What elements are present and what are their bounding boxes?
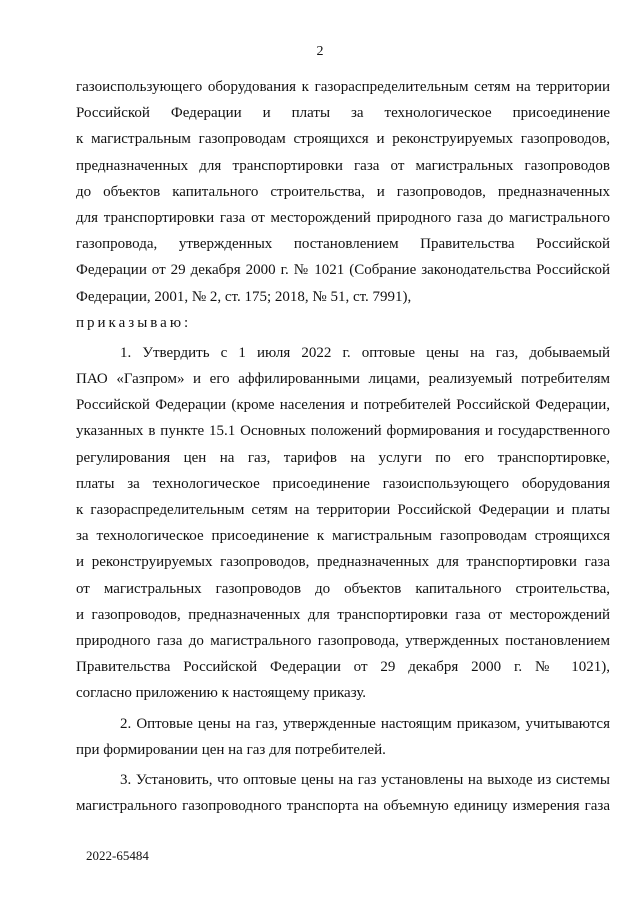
paragraph-1-line: указанных в пункте 15.1 Основных положений формирования и государственного (76, 423, 610, 440)
text-line: газопровода, утвержденных постановлением Правительства Российской (76, 236, 610, 253)
text-line: для транспортировки газа от месторождений природного газа до магистрального (76, 209, 610, 226)
paragraph-1-line: за технологическое присоединение к магистральным газопроводам строящихся (76, 528, 610, 545)
text-line: к магистральным газопроводам строящихся и реконструируемых газопроводов, (76, 131, 610, 148)
text-line: Российской Федерации и платы за технологическое присоединение (76, 105, 610, 122)
paragraph-1-line: Правительства Российской Федерации от 29 декабря 2000 г. № 1021), (76, 659, 610, 676)
paragraph-1-line: природного газа до магистрального газопровода, утвержденных постановлением (76, 632, 610, 649)
paragraph-1-line: к газораспределительным сетям на территории Российской Федерации и платы (76, 502, 610, 518)
paragraph-1-line: ПАО «Газпром» и его аффилированными лицами, реализуемый потребителям (76, 371, 610, 388)
text-line: предназначенных для транспортировки газа от магистральных газопроводов (76, 157, 610, 174)
text-line: газоиспользующего оборудования к газораспределительным сетям на территории (76, 79, 610, 95)
paragraph-2-line: при формировании цен на газ для потребителей. (76, 741, 386, 758)
paragraph-3-line: 3. Установить, что оптовые цены на газ установлены на выходе из системы (120, 771, 610, 788)
paragraph-2-line: 2. Оптовые цены на газ, утвержденные настоящим приказом, учитываются (120, 715, 610, 732)
paragraph-1-line: регулирования цен на газ, тарифов на услуги по его транспортировке, (76, 449, 610, 466)
text-line: Федерации, 2001, № 2, ст. 175; 2018, № 51, ст. 7991), (76, 288, 412, 305)
paragraph-1-line: 1. Утвердить с 1 июля 2022 г. оптовые цены на газ, добываемый (120, 344, 610, 361)
text-line: Федерации от 29 декабря 2000 г. № 1021 (Собрание законодательства Российской (76, 262, 610, 279)
paragraph-1-line: Российской Федерации (кроме населения и потребителей Российской Федерации, (76, 397, 610, 414)
document-body (76, 74, 610, 819)
page-number: 2 (316, 44, 324, 59)
paragraph-1-line: от магистральных газопроводов до объектов капитального строительства, (76, 580, 610, 597)
order-heading: приказываю: (76, 314, 192, 331)
paragraph-1-line: и реконструируемых газопроводов, предназначенных для транспортировки газа (76, 554, 610, 571)
paragraph-3-line: магистрального газопроводного транспорта на объемную единицу измерения газа (76, 798, 610, 815)
paragraph-1-line: согласно приложению к настоящему приказу. (76, 685, 367, 702)
text-line: до объектов капитального строительства, и газопроводов, предназначенных (76, 183, 610, 200)
document-code: 2022-65484 (86, 848, 149, 863)
paragraph-1-line: платы за технологическое присоединение газоиспользующего оборудования (76, 475, 610, 492)
paragraph-1-line: и газопроводов, предназначенных для транспортировки газа от месторождений (76, 606, 610, 623)
